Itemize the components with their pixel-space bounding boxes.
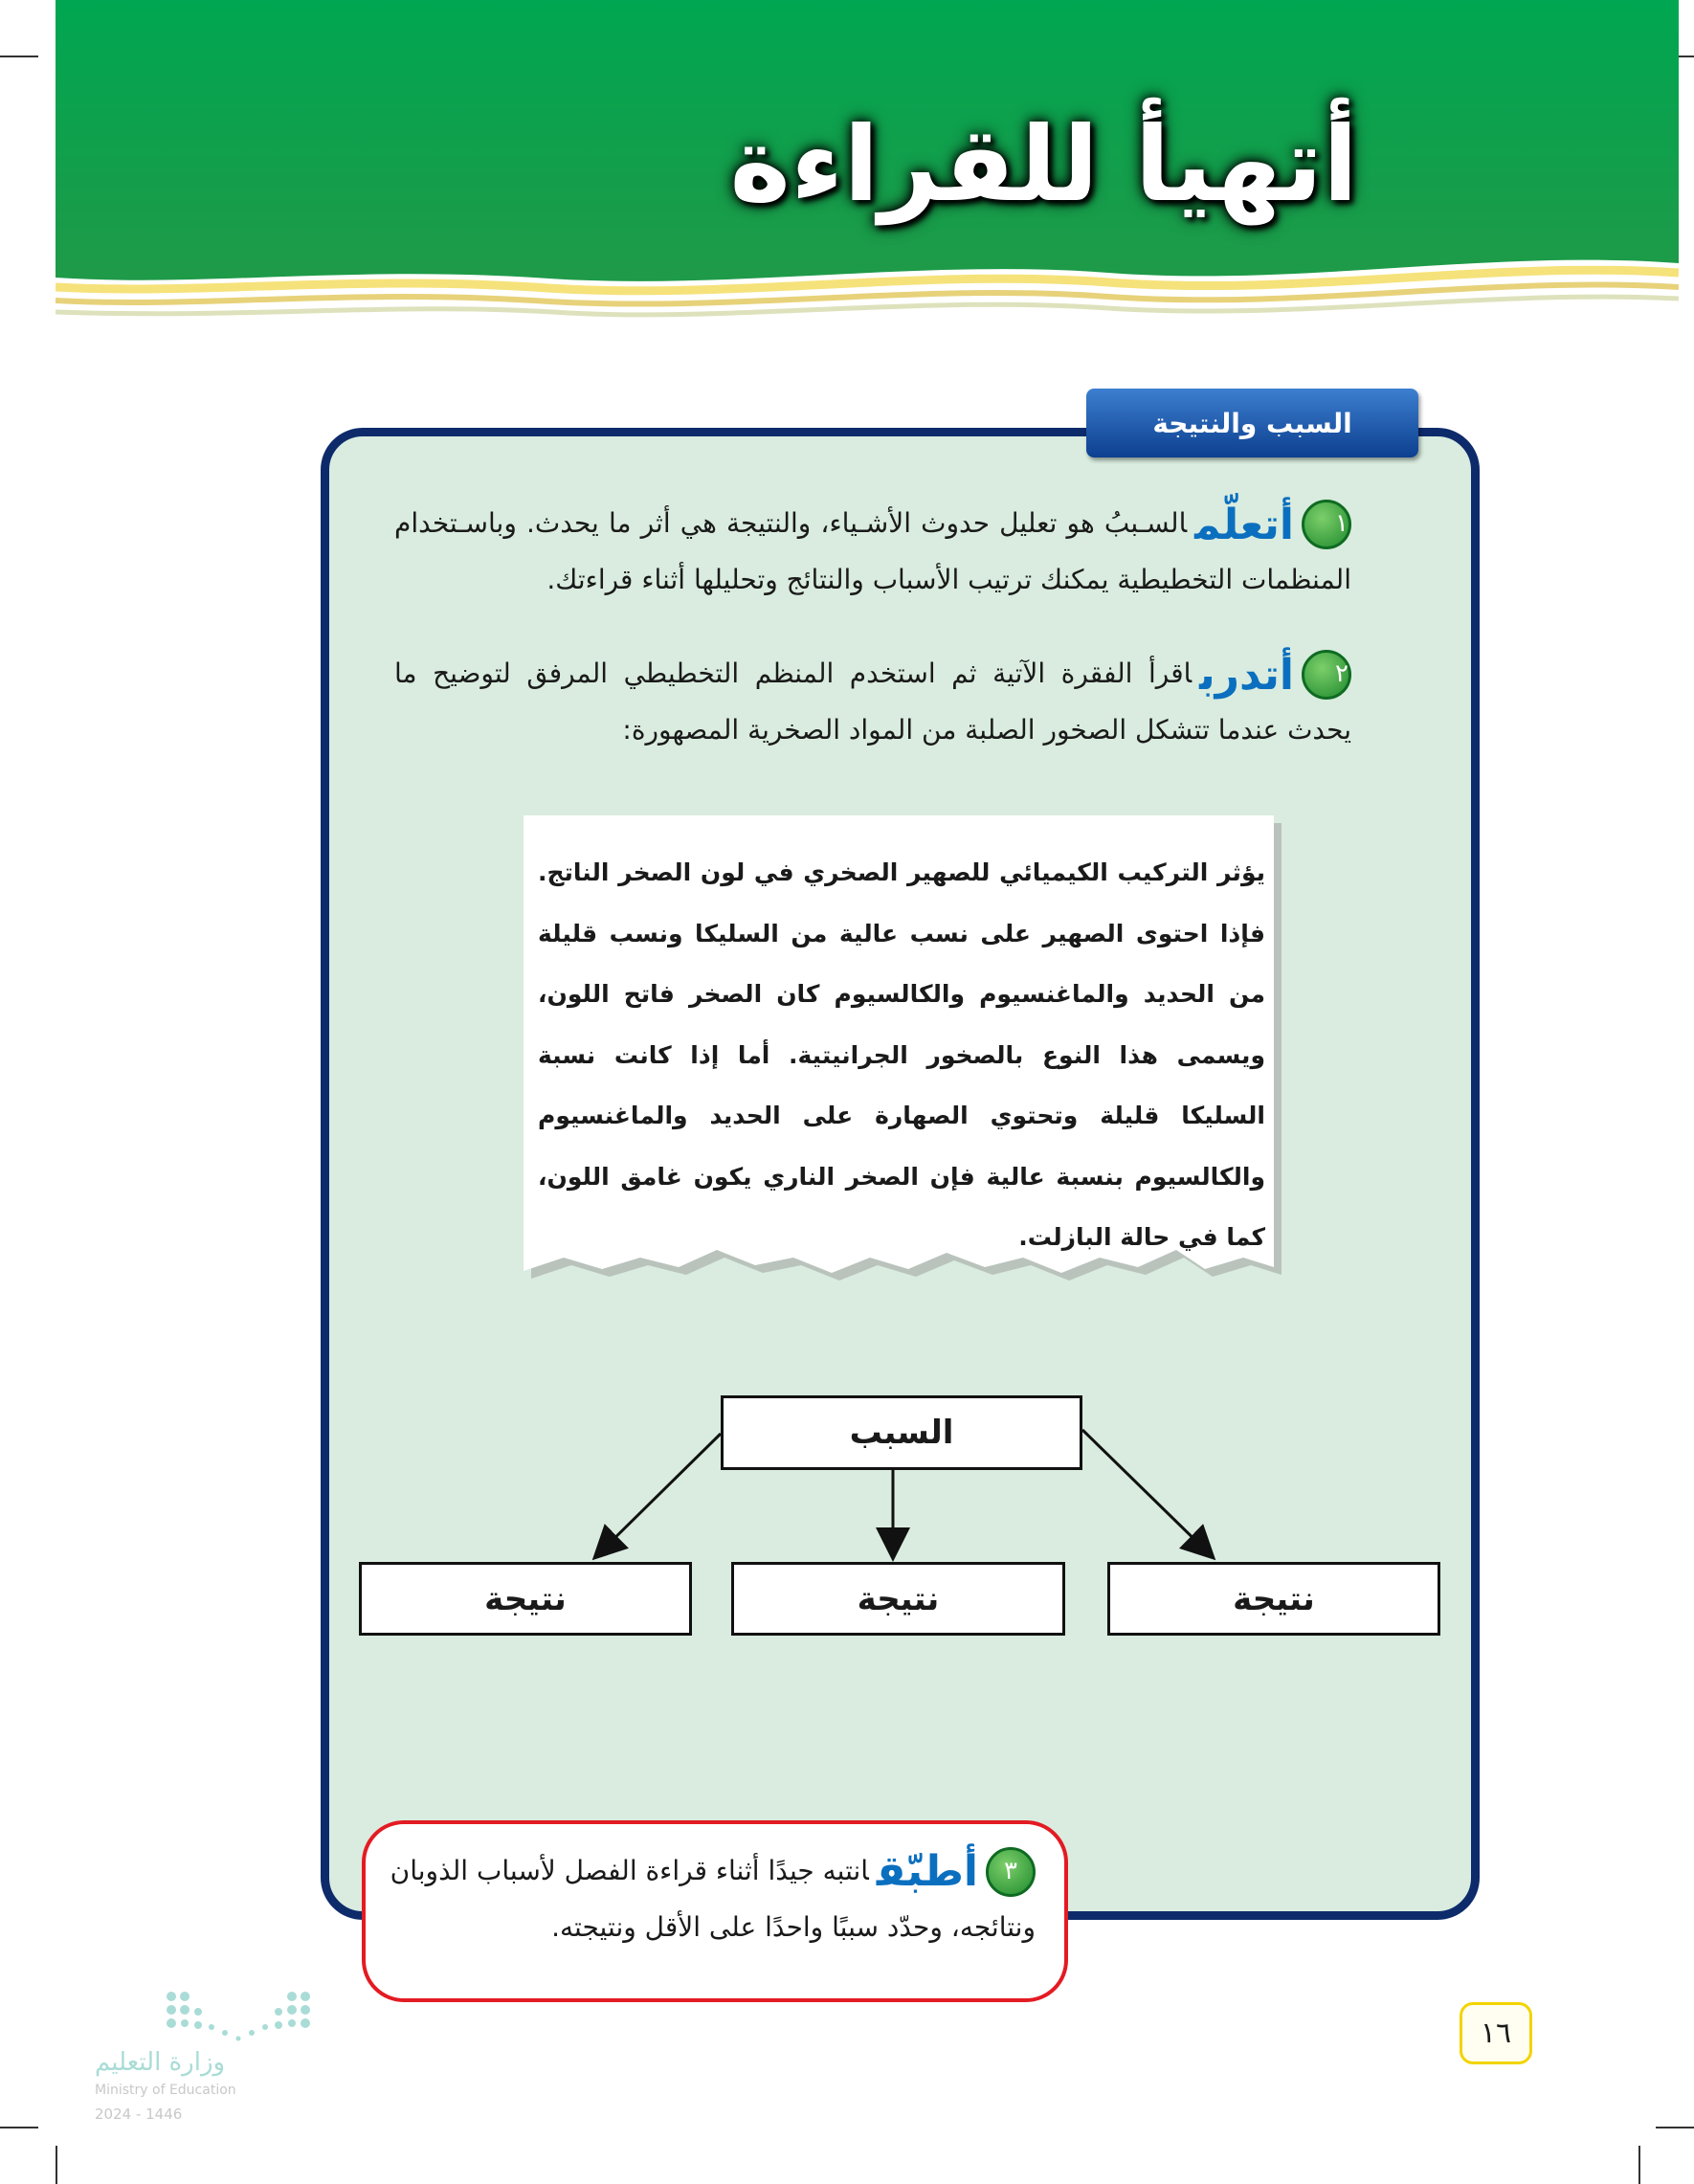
- learn-text: السـببُ هو تعليل حدوث الأشـياء، والنتيجة هي أثر ما يحدث. وباسـتخدام المنظمات التخطيطية يمكنك ترتيب الأسباب والنتائج وتحليلها أثناء قراءتك.: [394, 507, 1351, 595]
- logo-year: 2024 - 1446: [95, 2106, 183, 2123]
- arrow-left: [596, 1434, 721, 1556]
- cause-box: السبب: [721, 1395, 1082, 1470]
- apply-keyword: أطبّق: [876, 1847, 978, 1896]
- practice-keyword: أتدرب: [1199, 650, 1294, 700]
- passage-text: يؤثر التركيب الكيميائي للصهير الصخري في لون الصخر الناتج. فإذا احتوى الصهير على نسب عالية من السليكا ونسب قليلة من الحديد والماغنسيوم والكالسيوم كان الصخر فاتح اللون، ويسمى هذا النوع بالصخور الجرانيتية. أما إذا كانت نسبة السليكا قليلة وتحتوي الصهارة على الحديد والماغنسيوم والكالسيوم بنسبة عالية فإن الصخر الناري يكون غامق اللون، كما في حالة البازلت.: [538, 858, 1265, 1251]
- number-badge: ٣: [986, 1847, 1036, 1897]
- apply-box: [362, 1820, 1068, 2002]
- learn-keyword: أتعلّم: [1194, 500, 1294, 549]
- number-badge: ٢: [1302, 650, 1351, 700]
- effect-box: نتيجة: [359, 1562, 692, 1636]
- number-badge: ١: [1302, 500, 1351, 549]
- effect-box: نتيجة: [1107, 1562, 1440, 1636]
- logo-english: Ministry of Education: [95, 2083, 236, 2098]
- section-tab: السبب والنتيجة: [1086, 389, 1418, 457]
- effect-box: نتيجة: [731, 1562, 1065, 1636]
- apply-text: انتبه جيدًا أثناء قراءة الفصل لأسباب الذوبان ونتائجه، وحدّد سببًا واحدًا على الأقل ونتيجته.: [390, 1855, 1036, 1943]
- page-number: ١٦: [1460, 2002, 1532, 2064]
- apply-item: [375, 1843, 1036, 1955]
- arrow-right: [1082, 1430, 1212, 1556]
- page-title: أتهيأ للقراءة: [729, 105, 1358, 225]
- logo-arabic: وزارة التعليم: [95, 2048, 226, 2077]
- practice-text: اقرأ الفقرة الآتية ثم استخدم المنظم التخطيطي المرفق لتوضيح ما يحدث عندما تتشكل الصخور الصلبة من المواد الصخرية المصهورة:: [394, 657, 1351, 746]
